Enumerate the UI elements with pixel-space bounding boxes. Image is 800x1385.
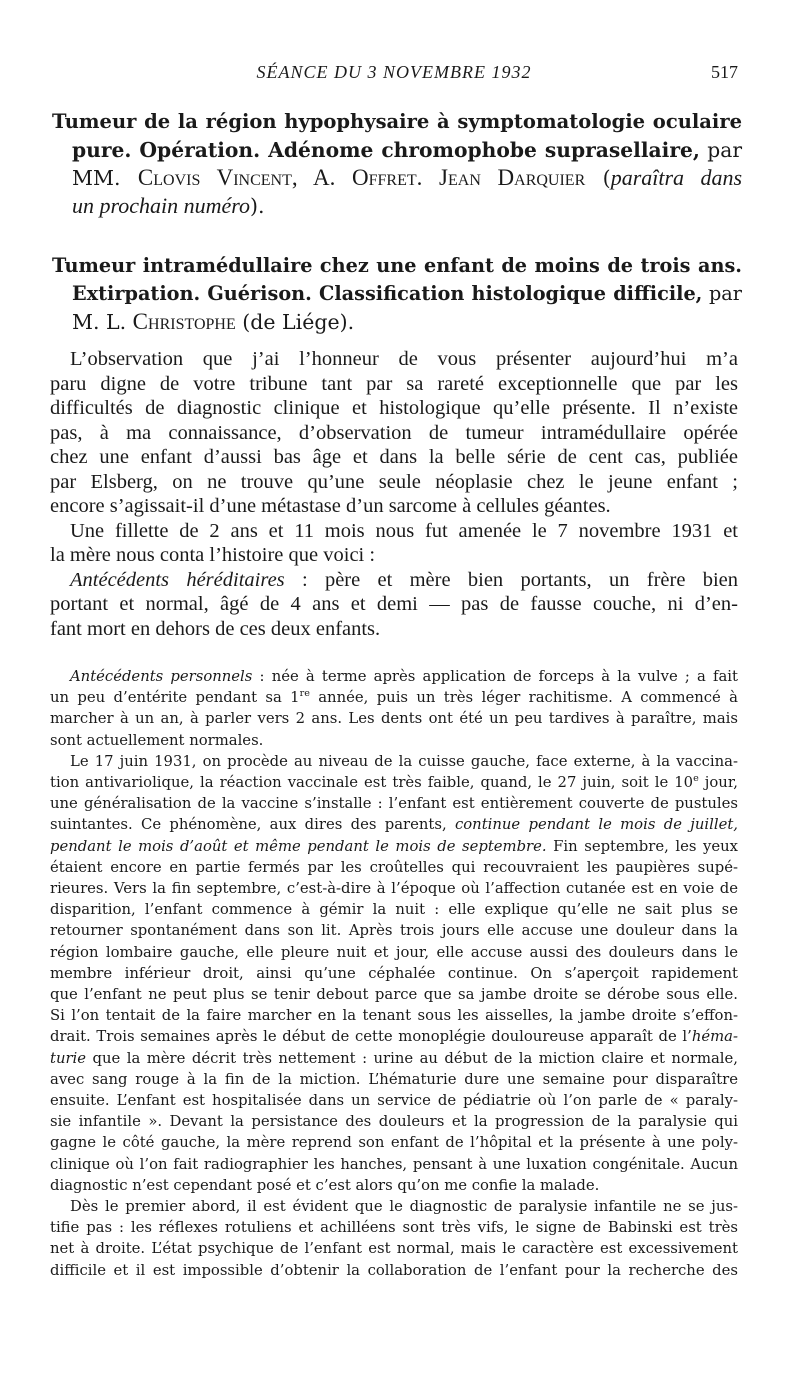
article-title-intramedullaire bbox=[52, 252, 742, 336]
text-line bbox=[50, 836, 738, 857]
text-italic: Antécédents personnels bbox=[70, 668, 253, 685]
text-line: sont actuellement normales. bbox=[50, 731, 264, 749]
case-notes bbox=[50, 666, 738, 1281]
title-text: paraîtra dans bbox=[610, 165, 742, 190]
title-line bbox=[52, 136, 742, 164]
text-line: encore s’agissait-il d’une métastase d’un sarcome à cellules géantes. bbox=[50, 495, 611, 517]
text-span: que la mère décrit très nettement : urine au début de la miction claire et normale, bbox=[86, 1049, 738, 1067]
text-span: année, puis un très léger rachitisme. A commencé à bbox=[309, 689, 738, 707]
text-line: rieures. Vers la fin septembre, c’est-à-dire à l’époque où l’affection cutanée est en voie de bbox=[50, 880, 738, 898]
text-line: tifie pas : les réflexes rotuliens et achilléens sont très vifs, le signe de Babinski est très bbox=[50, 1219, 738, 1237]
text-span: jour, bbox=[698, 774, 738, 792]
title-line bbox=[52, 164, 742, 192]
text-line: Une fillette de 2 ans et 11 mois nous fut amenée le 7 novembre 1931 et bbox=[70, 519, 738, 542]
title-text: M. L. bbox=[72, 310, 133, 334]
text-line: sie infantile ». Devant la persistance des douleurs et la progression de la paralysie qui bbox=[50, 1113, 738, 1131]
title-line bbox=[52, 280, 742, 308]
title-line: Tumeur intramédullaire chez une enfant de moins de trois ans. bbox=[52, 254, 742, 277]
text-line: la mère nous conta l’histoire que voici : bbox=[50, 544, 376, 566]
page-header bbox=[50, 62, 738, 88]
text-italic: héma- bbox=[691, 1028, 738, 1046]
text-line: difficile et il est impossible d’obtenir la collaboration de l’enfant pour la recherche des bbox=[50, 1261, 738, 1279]
text-line bbox=[50, 568, 738, 593]
text-line: clinique où l’on fait radiographier les hanches, pensant à une luxation congénitale. Aucun bbox=[50, 1155, 738, 1173]
text-italic: Antécédents héréditaires bbox=[70, 568, 285, 591]
text-line bbox=[50, 687, 738, 708]
text-line: que l’enfant ne peut plus se tenir debout parce que sa jambe droite se dérobe sous elle. bbox=[50, 986, 738, 1004]
text-span: Fin septembre, les yeux bbox=[546, 837, 738, 855]
title-text: pure. Opération. Adénome chromophobe suprasellaire, bbox=[72, 138, 700, 162]
text-line: par Elsberg, on ne trouve qu’une seule néoplasie chez le jeune enfant ; bbox=[50, 470, 738, 493]
text-line: retourner spontanément dans son lit. Après trois jours elle accuse une douleur dans la bbox=[50, 922, 738, 940]
title-text: par bbox=[699, 138, 742, 162]
text-line: membre inférieur droit, ainsi qu’une céphalée continue. On s’aperçoit rapidement bbox=[50, 964, 738, 982]
title-text: (de Liége). bbox=[235, 310, 355, 334]
text-line: une généralisation de la vaccine s’installe : l’enfant est entièrement couverte de pustules bbox=[50, 795, 738, 813]
text-italic: pendant le mois d’août et même pendant le mois de septembre. bbox=[50, 837, 547, 855]
text-line bbox=[50, 666, 738, 687]
title-text: un prochain numéro bbox=[72, 193, 251, 218]
text-italic: turie bbox=[50, 1049, 87, 1067]
author: Christophe bbox=[132, 309, 236, 334]
article-title-hypophysaire bbox=[52, 108, 742, 220]
title-text: MM. bbox=[72, 166, 138, 190]
title-text: ( bbox=[585, 166, 611, 190]
title-line: Tumeur de la région hypophysaire à symptomatologie oculaire bbox=[52, 110, 742, 133]
text-line: diagnostic n’est cependant posé et c’est alors qu’on me confie la malade. bbox=[50, 1176, 600, 1194]
text-span: un peu d’entérite pendant sa 1 bbox=[50, 689, 300, 707]
text-line: disparition, l’enfant commence à gémir la nuit : elle explique qu’elle ne sait plus se bbox=[50, 901, 738, 919]
text-line: pas, à ma connaissance, d’observation de tumeur intramédullaire opérée bbox=[50, 421, 738, 444]
text-line: paru digne de votre tribune tant par sa rareté exceptionnelle que par les bbox=[50, 372, 738, 395]
text-span: tion antivariolique, la réaction vaccinale est très faible, quand, le 27 juin, soit le 10 bbox=[50, 774, 694, 792]
text-span: : père et mère bien portants, un frère bien bbox=[284, 568, 739, 591]
text-line bbox=[50, 772, 738, 793]
text-line: ensuite. L’enfant est hospitalisée dans un service de pédiatrie où l’on parle de « paraly- bbox=[50, 1092, 738, 1110]
running-title: SÉANCE DU 3 NOVEMBRE 1932 bbox=[256, 62, 532, 82]
text-line: région lombaire gauche, elle pleure nuit et jour, elle accuse aussi des douleurs dans le bbox=[50, 943, 738, 961]
text-line: avec sang rouge à la fin de la miction. L’hématurie dure une semaine pour disparaître bbox=[50, 1070, 738, 1088]
text-line: Dès le premier abord, il est évident que le diagnostic de paralysie infantile ne se jus- bbox=[70, 1198, 738, 1216]
title-line bbox=[52, 308, 742, 336]
title-text: par bbox=[702, 282, 742, 305]
text-line bbox=[50, 814, 738, 835]
text-line: chez une enfant d’aussi bas âge et dans la belle série de cent cas, publiée bbox=[50, 446, 738, 468]
text-line: marcher à un an, à parler vers 2 ans. Les dents ont été un peu tardives à paraître, mais bbox=[50, 710, 738, 728]
page-number: 517 bbox=[711, 62, 738, 82]
superscript: e bbox=[693, 773, 699, 785]
title-text: Extirpation. Guérison. Classification histologique difficile, bbox=[72, 282, 703, 305]
authors: Clovis Vincent, A. Offret. Jean Darquier bbox=[137, 165, 586, 190]
text-italic: continue pendant le mois de juillet, bbox=[454, 816, 738, 834]
text-line: L’observation que j’ai l’honneur de vous présenter aujourd’hui m’a bbox=[70, 348, 738, 370]
text-line: gagne le côté gauche, la mère reprend son enfant de l’hôpital et la présente à une poly- bbox=[50, 1134, 738, 1152]
superscript: re bbox=[299, 688, 310, 700]
text-span: suintantes. Ce phénomène, aux dires des parents, bbox=[50, 816, 455, 834]
text-line bbox=[50, 1048, 738, 1069]
text-line: fant mort en dehors de ces deux enfants. bbox=[50, 617, 381, 640]
text-line bbox=[50, 1026, 738, 1047]
text-line: net à droite. L’état psychique de l’enfant est normal, mais le caractère est excessivement bbox=[50, 1240, 738, 1258]
title-line bbox=[52, 192, 742, 220]
text-span: drait. Trois semaines après le début de cette monoplégie douloureuse apparaît de l’ bbox=[50, 1028, 692, 1046]
text-line: portant et normal, âgé de 4 ans et demi — pas de fausse couche, ni d’en- bbox=[50, 593, 738, 615]
text-line: difficultés de diagnostic clinique et histologique qu’elle présente. Il n’existe bbox=[50, 397, 738, 419]
text-line: Si l’on tentait de la faire marcher en la tenant sous les aisselles, la jambe droite s’effon- bbox=[50, 1007, 738, 1025]
main-text bbox=[50, 347, 738, 641]
title-text: ). bbox=[250, 194, 265, 218]
text-line: étaient encore en partie fermés par les croûtelles qui recouvraient les paupières supé- bbox=[50, 858, 738, 876]
text-span: : née à terme après application de forceps à la vulve ; a fait bbox=[252, 668, 738, 685]
text-line: Le 17 juin 1931, on procède au niveau de la cuisse gauche, face externe, à la vaccina- bbox=[70, 752, 738, 770]
